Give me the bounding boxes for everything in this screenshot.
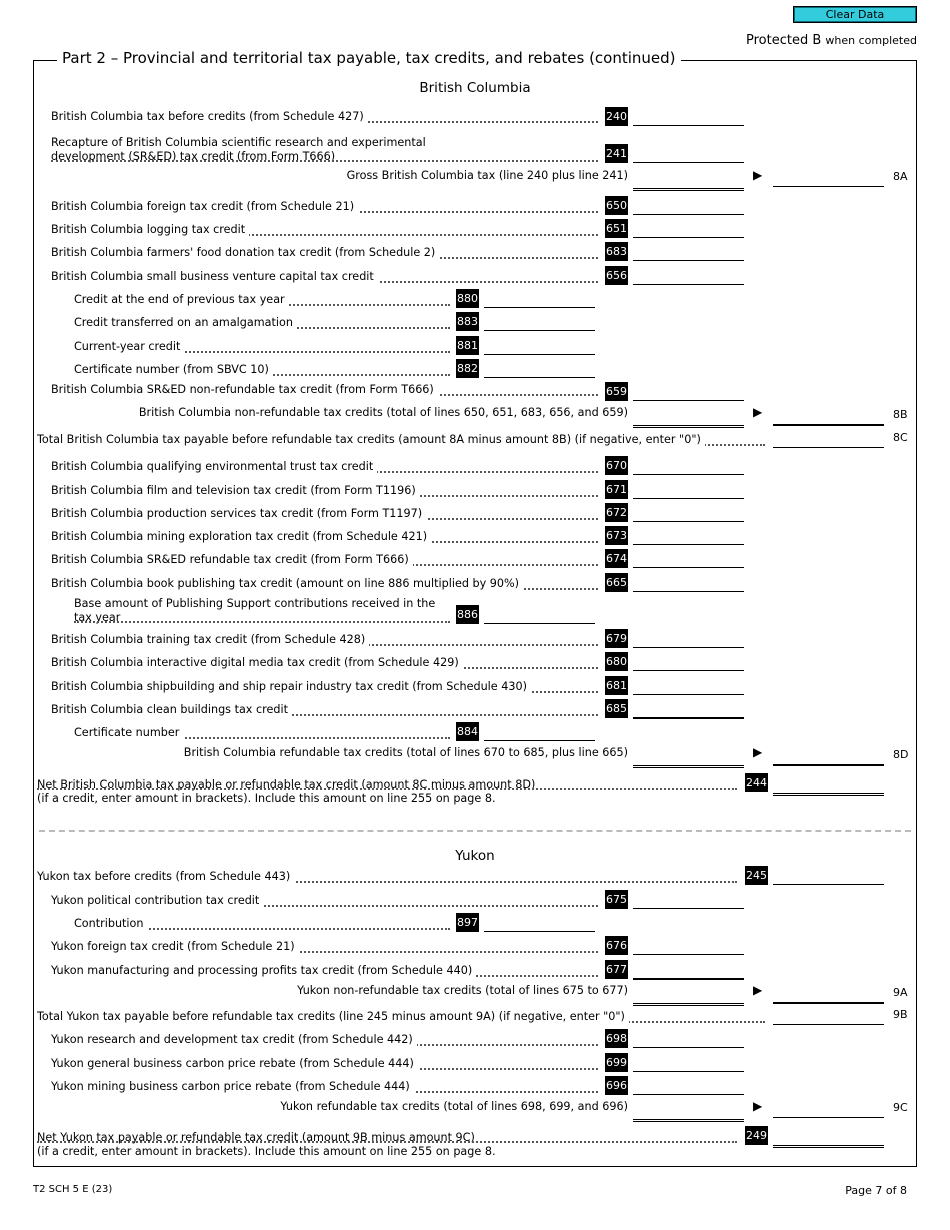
yukon-section-title: Yukon xyxy=(455,848,495,864)
bc-line-671-label: British Columbia film and television tax credit (from Form T1196) xyxy=(51,484,598,500)
yukon-line-675-label: Yukon political contribution tax credit xyxy=(51,894,598,910)
page-number: Page 7 of 8 xyxy=(845,1184,907,1197)
field-671[interactable] xyxy=(633,481,744,499)
field-9b[interactable] xyxy=(773,1007,884,1025)
code-881: 881 xyxy=(456,336,479,355)
code-672: 672 xyxy=(605,503,628,522)
field-698[interactable] xyxy=(633,1030,744,1048)
field-659[interactable] xyxy=(633,383,744,401)
code-651: 651 xyxy=(605,219,628,238)
code-884: 884 xyxy=(456,722,479,741)
code-245: 245 xyxy=(745,866,768,885)
yukon-line-676-label: Yukon foreign tax credit (from Schedule 21) xyxy=(51,940,598,956)
line-id-9a: 9A xyxy=(893,986,908,999)
field-8b[interactable] xyxy=(773,407,884,426)
yukon-line-677-label: Yukon manufacturing and processing profits tax credit (from Schedule 440) xyxy=(51,964,598,980)
code-659: 659 xyxy=(605,382,628,401)
code-677: 677 xyxy=(605,960,628,979)
yukon-9a-label: Yukon non-refundable tax credits (total of lines 675 to 677) xyxy=(297,984,628,997)
field-680[interactable] xyxy=(633,653,744,671)
subtotal-9c-left xyxy=(633,1102,744,1122)
field-674[interactable] xyxy=(633,550,744,568)
code-650: 650 xyxy=(605,196,628,215)
code-656: 656 xyxy=(605,266,628,285)
yukon-line-897-label: Contribution xyxy=(74,917,450,933)
code-670: 670 xyxy=(605,456,628,475)
field-240[interactable] xyxy=(633,108,744,126)
bc-line-673-label: British Columbia mining exploration tax credit (from Schedule 421) xyxy=(51,530,598,546)
bc-line-656-label: British Columbia small business venture capital tax credit xyxy=(51,270,598,286)
bc-line-651-label: British Columbia logging tax credit xyxy=(51,223,598,239)
field-880[interactable] xyxy=(484,290,595,308)
form-id: T2 SCH 5 E (23) xyxy=(33,1184,113,1195)
code-679: 679 xyxy=(605,629,628,648)
field-665[interactable] xyxy=(633,574,744,592)
field-884[interactable] xyxy=(484,723,595,741)
field-886[interactable] xyxy=(484,606,595,624)
subtotal-8d-left xyxy=(633,748,744,768)
bc-line-680-label: British Columbia interactive digital media tax credit (from Schedule 429) xyxy=(51,656,598,672)
code-698: 698 xyxy=(605,1029,628,1048)
code-674: 674 xyxy=(605,549,628,568)
field-241[interactable] xyxy=(633,145,744,163)
subtotal-8a-left xyxy=(633,171,744,191)
bc-line-880-label: Credit at the end of previous tax year xyxy=(74,293,450,309)
line-id-8d: 8D xyxy=(893,748,909,761)
arrow-right-icon: ▶ xyxy=(753,1099,763,1113)
clear-data-button[interactable]: Clear Data xyxy=(793,6,917,23)
code-665: 665 xyxy=(605,573,628,592)
bc-line-241-label: Recapture of British Columbia scientific research and experimental development (SR&ED) tax credit (from Form T666) xyxy=(51,136,598,164)
protected-suffix: when completed xyxy=(825,34,917,47)
field-685[interactable] xyxy=(633,700,744,719)
field-8c[interactable] xyxy=(773,430,884,448)
bc-line-665-label: British Columbia book publishing tax credit (amount on line 886 multiplied by 90%) xyxy=(51,577,598,593)
code-671: 671 xyxy=(605,480,628,499)
part-title: Part 2 – Provincial and territorial tax payable, tax credits, and rebates (continued) xyxy=(57,49,681,67)
bc-8d-label: British Columbia refundable tax credits (total of lines 670 to 685, plus line 665) xyxy=(183,746,628,759)
field-8d[interactable] xyxy=(773,747,884,766)
bc-8a-label: Gross British Columbia tax (line 240 plus line 241) xyxy=(346,169,628,182)
field-8a[interactable] xyxy=(773,169,884,187)
field-882[interactable] xyxy=(484,360,595,378)
field-670[interactable] xyxy=(633,457,744,475)
line-id-8c: 8C xyxy=(893,431,908,444)
yukon-line-699-label: Yukon general business carbon price rebate (from Schedule 444) xyxy=(51,1057,598,1073)
arrow-right-icon: ▶ xyxy=(753,745,763,759)
field-249[interactable] xyxy=(773,1128,884,1148)
code-696: 696 xyxy=(605,1076,628,1095)
code-675: 675 xyxy=(605,890,628,909)
field-677[interactable] xyxy=(633,961,744,980)
code-882: 882 xyxy=(456,359,479,378)
code-241: 241 xyxy=(605,144,628,163)
yukon-line-249-label: Net Yukon tax payable or refundable tax credit (amount 9B minus amount 9C) (if a credit, enter amount in brackets). Include this amount on line 255 on page 8. xyxy=(37,1131,737,1159)
yukon-line-696-label: Yukon mining business carbon price rebate (from Schedule 444) xyxy=(51,1080,598,1096)
line-id-8a: 8A xyxy=(893,170,908,183)
field-679[interactable] xyxy=(633,630,744,648)
bc-line-674-label: British Columbia SR&ED refundable tax credit (from Form T666) xyxy=(51,553,598,569)
protected-text: Protected B xyxy=(746,33,822,48)
field-883[interactable] xyxy=(484,313,595,331)
arrow-right-icon: ▶ xyxy=(753,983,763,997)
bc-line-679-label: British Columbia training tax credit (from Schedule 428) xyxy=(51,633,598,649)
section-divider xyxy=(39,830,911,832)
code-880: 880 xyxy=(456,289,479,308)
bc-line-884-label: Certificate number xyxy=(74,726,450,742)
field-683[interactable] xyxy=(633,243,744,261)
bc-section-title: British Columbia xyxy=(419,80,531,96)
field-897[interactable] xyxy=(484,914,595,932)
field-672[interactable] xyxy=(633,504,744,522)
yukon-9b-label: Total Yukon tax payable before refundable tax credits (line 245 minus amount 9A) (if negative, enter "0") xyxy=(37,1010,765,1026)
bc-line-881-label: Current-year credit xyxy=(74,340,450,356)
line-id-8b: 8B xyxy=(893,408,908,421)
yukon-line-245-label: Yukon tax before credits (from Schedule 443) xyxy=(37,870,737,886)
bc-line-244-label: Net British Columbia tax payable or refundable tax credit (amount 8C minus amount 8D) (if a credit, enter amount in brackets). Include this amount on line 255 on page 8. xyxy=(37,778,737,806)
bc-line-882-label: Certificate number (from SBVC 10) xyxy=(74,363,450,379)
code-240: 240 xyxy=(605,107,628,126)
bc-8b-label: British Columbia non-refundable tax credits (total of lines 650, 651, 683, 656, and 659) xyxy=(138,406,628,419)
code-886: 886 xyxy=(456,605,479,624)
subtotal-8b-left xyxy=(633,408,744,428)
field-651[interactable] xyxy=(633,220,744,238)
code-897: 897 xyxy=(456,913,479,932)
code-883: 883 xyxy=(456,312,479,331)
field-650[interactable] xyxy=(633,197,744,215)
code-249: 249 xyxy=(745,1126,768,1145)
protected-label xyxy=(746,33,917,48)
arrow-right-icon: ▶ xyxy=(753,405,763,419)
code-683: 683 xyxy=(605,242,628,261)
bc-line-659-label: British Columbia SR&ED non-refundable tax credit (from Form T666) xyxy=(51,383,598,399)
bc-line-672-label: British Columbia production services tax credit (from Form T1197) xyxy=(51,507,598,523)
field-681[interactable] xyxy=(633,677,744,695)
bc-line-683-label: British Columbia farmers' food donation tax credit (from Schedule 2) xyxy=(51,246,598,262)
field-656[interactable] xyxy=(633,267,744,285)
field-673[interactable] xyxy=(633,527,744,545)
field-245[interactable] xyxy=(773,867,884,885)
code-244: 244 xyxy=(745,773,768,792)
field-696[interactable] xyxy=(633,1077,744,1095)
bc-line-886-label: Base amount of Publishing Support contributions received in the tax year xyxy=(74,597,450,625)
yukon-9c-label: Yukon refundable tax credits (total of lines 698, 699, and 696) xyxy=(280,1100,628,1113)
code-681: 681 xyxy=(605,676,628,695)
line-id-9c: 9C xyxy=(893,1101,908,1114)
field-676[interactable] xyxy=(633,937,744,955)
field-675[interactable] xyxy=(633,891,744,909)
subtotal-9a-left xyxy=(633,986,744,1006)
field-9a[interactable] xyxy=(773,985,884,1004)
code-680: 680 xyxy=(605,652,628,671)
field-244[interactable] xyxy=(773,776,884,796)
bc-8c-label: Total British Columbia tax payable before refundable tax credits (amount 8A minus amount 8B) (if negative, enter "0") xyxy=(37,433,765,449)
code-673: 673 xyxy=(605,526,628,545)
bc-line-670-label: British Columbia qualifying environmental trust tax credit xyxy=(51,460,598,476)
arrow-right-icon: ▶ xyxy=(753,168,763,182)
field-9c[interactable] xyxy=(773,1100,884,1118)
bc-line-685-label: British Columbia clean buildings tax credit xyxy=(51,703,598,719)
bc-line-883-label: Credit transferred on an amalgamation xyxy=(74,316,450,332)
line-id-9b: 9B xyxy=(893,1008,908,1021)
yukon-line-698-label: Yukon research and development tax credit (from Schedule 442) xyxy=(51,1033,598,1049)
code-699: 699 xyxy=(605,1053,628,1072)
code-676: 676 xyxy=(605,936,628,955)
bc-line-240-label: British Columbia tax before credits (from Schedule 427) xyxy=(51,110,598,126)
field-699[interactable] xyxy=(633,1054,744,1072)
bc-line-650-label: British Columbia foreign tax credit (from Schedule 21) xyxy=(51,200,598,216)
code-685: 685 xyxy=(605,699,628,718)
field-881[interactable] xyxy=(484,337,595,355)
bc-line-681-label: British Columbia shipbuilding and ship repair industry tax credit (from Schedule 430) xyxy=(51,680,598,696)
